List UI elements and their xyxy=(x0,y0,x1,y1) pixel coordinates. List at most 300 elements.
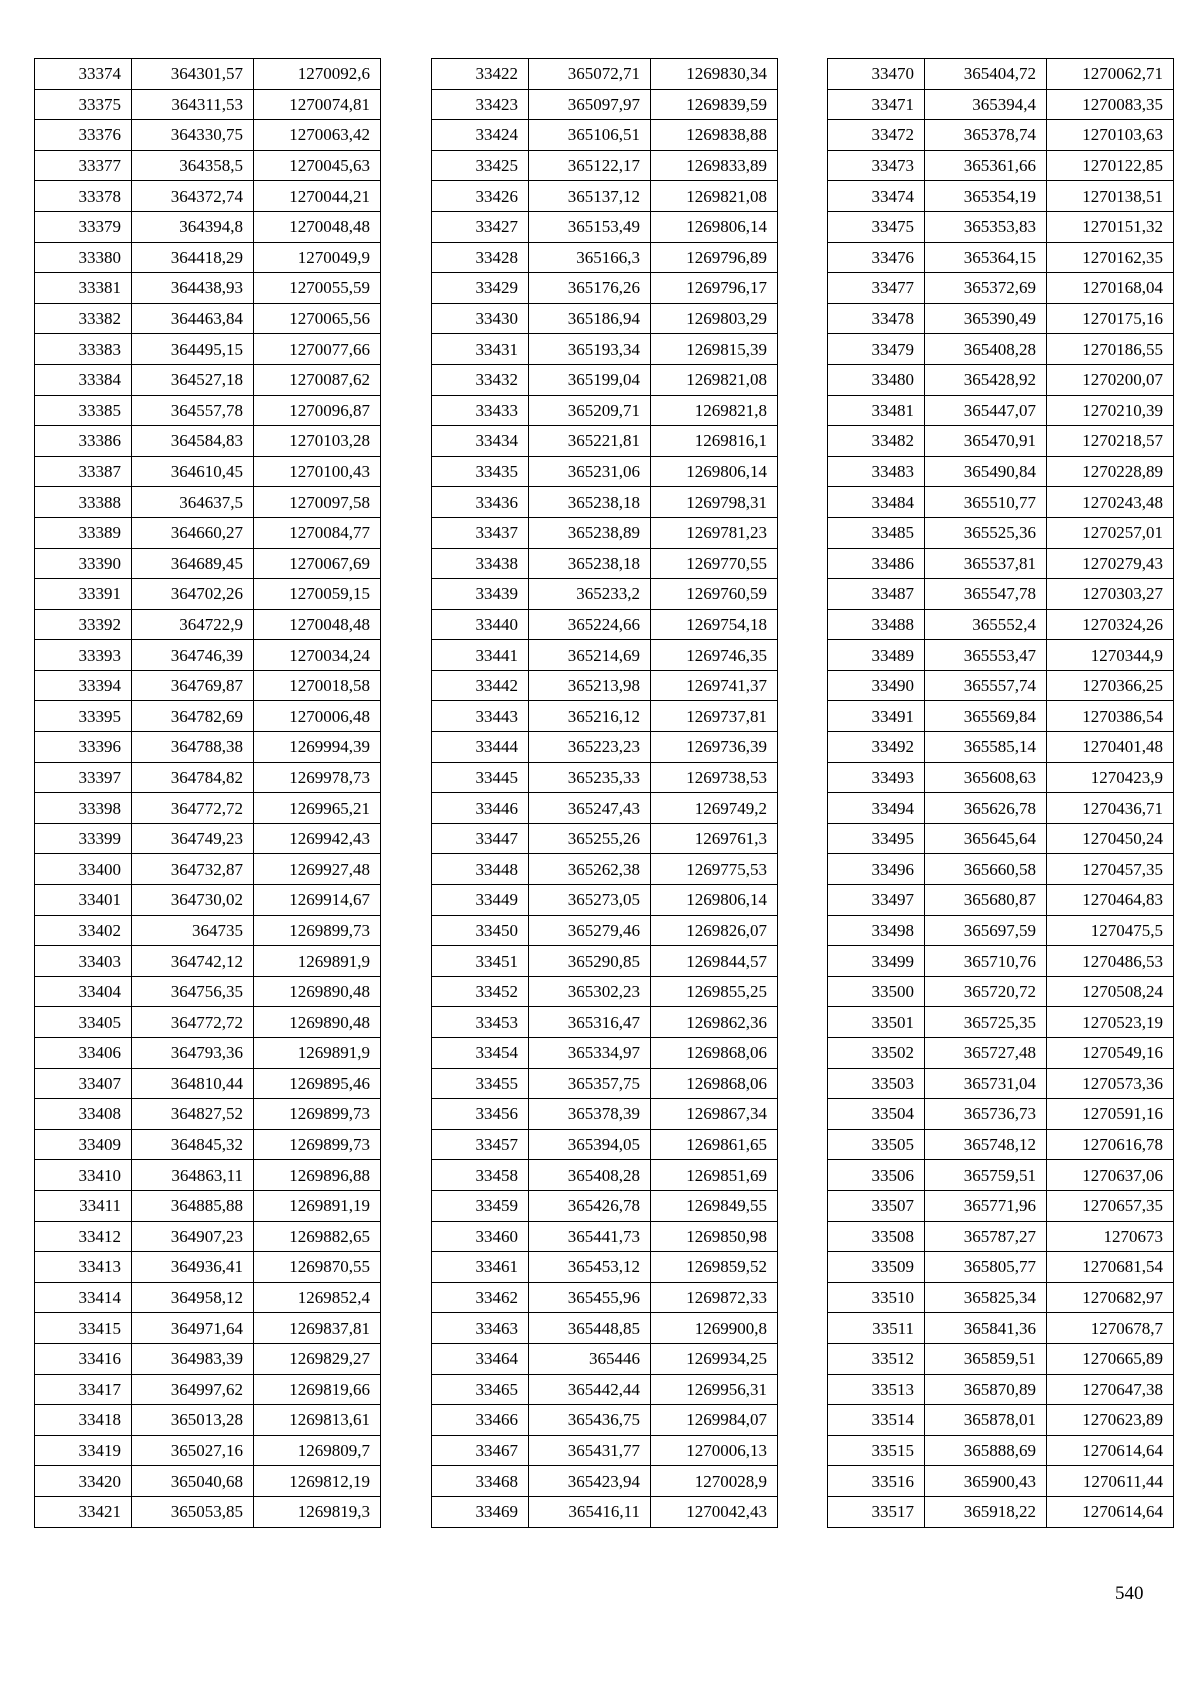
table-row xyxy=(828,1007,1174,1038)
x-coordinate-cell: 365040,68 xyxy=(132,1466,254,1497)
y-coordinate-cell: 1270366,25 xyxy=(1047,670,1174,701)
table-row xyxy=(828,181,1174,212)
table-row xyxy=(35,1282,381,1313)
table-row xyxy=(35,640,381,671)
y-coordinate-cell: 1269862,36 xyxy=(651,1007,778,1038)
point-id-cell: 33414 xyxy=(35,1282,132,1313)
x-coordinate-cell: 365825,34 xyxy=(925,1282,1047,1313)
x-coordinate-cell: 365213,98 xyxy=(529,670,651,701)
point-id-cell: 33392 xyxy=(35,609,132,640)
x-coordinate-cell: 364730,02 xyxy=(132,885,254,916)
point-id-cell: 33493 xyxy=(828,762,925,793)
y-coordinate-cell: 1270614,64 xyxy=(1047,1435,1174,1466)
point-id-cell: 33455 xyxy=(432,1068,529,1099)
y-coordinate-cell: 1269914,67 xyxy=(254,885,381,916)
y-coordinate-cell: 1270006,48 xyxy=(254,701,381,732)
table-row xyxy=(828,1466,1174,1497)
y-coordinate-cell: 1270678,7 xyxy=(1047,1313,1174,1344)
y-coordinate-cell: 1270486,53 xyxy=(1047,946,1174,977)
table-row xyxy=(432,1313,778,1344)
y-coordinate-cell: 1270175,16 xyxy=(1047,303,1174,334)
y-coordinate-cell: 1269891,19 xyxy=(254,1190,381,1221)
x-coordinate-cell: 364788,38 xyxy=(132,732,254,763)
y-coordinate-cell: 1270591,16 xyxy=(1047,1099,1174,1130)
point-id-cell: 33411 xyxy=(35,1190,132,1221)
table-row xyxy=(828,1282,1174,1313)
x-coordinate-cell: 365748,12 xyxy=(925,1129,1047,1160)
y-coordinate-cell: 1270200,07 xyxy=(1047,364,1174,395)
table-row xyxy=(828,1099,1174,1130)
x-coordinate-cell: 365408,28 xyxy=(529,1160,651,1191)
y-coordinate-cell: 1270257,01 xyxy=(1047,517,1174,548)
x-coordinate-cell: 365878,01 xyxy=(925,1405,1047,1436)
table-row xyxy=(432,670,778,701)
x-coordinate-cell: 364372,74 xyxy=(132,181,254,212)
y-coordinate-cell: 1269796,17 xyxy=(651,273,778,304)
y-coordinate-cell: 1269978,73 xyxy=(254,762,381,793)
y-coordinate-cell: 1270138,51 xyxy=(1047,181,1174,212)
x-coordinate-cell: 364735 xyxy=(132,915,254,946)
x-coordinate-cell: 365585,14 xyxy=(925,732,1047,763)
y-coordinate-cell: 1269821,08 xyxy=(651,364,778,395)
y-coordinate-cell: 1269830,34 xyxy=(651,59,778,90)
table-row xyxy=(432,395,778,426)
point-id-cell: 33510 xyxy=(828,1282,925,1313)
table-row xyxy=(828,946,1174,977)
point-id-cell: 33497 xyxy=(828,885,925,916)
table-row xyxy=(828,242,1174,273)
y-coordinate-cell: 1269890,48 xyxy=(254,1007,381,1038)
x-coordinate-cell: 365354,19 xyxy=(925,181,1047,212)
x-coordinate-cell: 365072,71 xyxy=(529,59,651,90)
point-id-cell: 33438 xyxy=(432,548,529,579)
y-coordinate-cell: 1269868,06 xyxy=(651,1038,778,1069)
table-row xyxy=(828,59,1174,90)
y-coordinate-cell: 1270665,89 xyxy=(1047,1343,1174,1374)
x-coordinate-cell: 364418,29 xyxy=(132,242,254,273)
point-id-cell: 33507 xyxy=(828,1190,925,1221)
table-row xyxy=(828,732,1174,763)
x-coordinate-cell: 365290,85 xyxy=(529,946,651,977)
table-row xyxy=(35,334,381,365)
y-coordinate-cell: 1270065,56 xyxy=(254,303,381,334)
x-coordinate-cell: 365736,73 xyxy=(925,1099,1047,1130)
y-coordinate-cell: 1269899,73 xyxy=(254,915,381,946)
x-coordinate-cell: 365841,36 xyxy=(925,1313,1047,1344)
point-id-cell: 33499 xyxy=(828,946,925,977)
x-coordinate-cell: 365660,58 xyxy=(925,854,1047,885)
table-row xyxy=(432,701,778,732)
table-row xyxy=(828,395,1174,426)
table-row xyxy=(35,1068,381,1099)
x-coordinate-cell: 365238,89 xyxy=(529,517,651,548)
table-row xyxy=(828,854,1174,885)
table-row xyxy=(828,1190,1174,1221)
table-row xyxy=(432,640,778,671)
table-row xyxy=(35,579,381,610)
y-coordinate-cell: 1269900,8 xyxy=(651,1313,778,1344)
table-row xyxy=(432,150,778,181)
y-coordinate-cell: 1270006,13 xyxy=(651,1435,778,1466)
point-id-cell: 33452 xyxy=(432,976,529,1007)
y-coordinate-cell: 1270168,04 xyxy=(1047,273,1174,304)
point-id-cell: 33401 xyxy=(35,885,132,916)
x-coordinate-cell: 365223,23 xyxy=(529,732,651,763)
x-coordinate-cell: 365255,26 xyxy=(529,823,651,854)
point-id-cell: 33406 xyxy=(35,1038,132,1069)
point-id-cell: 33404 xyxy=(35,976,132,1007)
y-coordinate-cell: 1269815,39 xyxy=(651,334,778,365)
x-coordinate-cell: 365273,05 xyxy=(529,885,651,916)
x-coordinate-cell: 365447,07 xyxy=(925,395,1047,426)
point-id-cell: 33377 xyxy=(35,150,132,181)
table-row xyxy=(828,1221,1174,1252)
x-coordinate-cell: 364584,83 xyxy=(132,426,254,457)
table-row xyxy=(432,456,778,487)
y-coordinate-cell: 1270450,24 xyxy=(1047,823,1174,854)
table-row xyxy=(828,1343,1174,1374)
y-coordinate-cell: 1269754,18 xyxy=(651,609,778,640)
coordinate-table-body xyxy=(432,59,778,1528)
point-id-cell: 33393 xyxy=(35,640,132,671)
y-coordinate-cell: 1270523,19 xyxy=(1047,1007,1174,1038)
point-id-cell: 33515 xyxy=(828,1435,925,1466)
x-coordinate-cell: 365176,26 xyxy=(529,273,651,304)
point-id-cell: 33442 xyxy=(432,670,529,701)
point-id-cell: 33421 xyxy=(35,1496,132,1527)
x-coordinate-cell: 365334,97 xyxy=(529,1038,651,1069)
point-id-cell: 33472 xyxy=(828,120,925,151)
point-id-cell: 33484 xyxy=(828,487,925,518)
table-row xyxy=(35,1343,381,1374)
point-id-cell: 33431 xyxy=(432,334,529,365)
table-row xyxy=(828,1374,1174,1405)
point-id-cell: 33458 xyxy=(432,1160,529,1191)
table-row xyxy=(432,487,778,518)
point-id-cell: 33430 xyxy=(432,303,529,334)
y-coordinate-cell: 1269821,8 xyxy=(651,395,778,426)
point-id-cell: 33417 xyxy=(35,1374,132,1405)
x-coordinate-cell: 365364,15 xyxy=(925,242,1047,273)
table-row xyxy=(432,823,778,854)
y-coordinate-cell: 1269736,39 xyxy=(651,732,778,763)
y-coordinate-cell: 1270048,48 xyxy=(254,211,381,242)
table-row xyxy=(35,364,381,395)
x-coordinate-cell: 365547,78 xyxy=(925,579,1047,610)
y-coordinate-cell: 1269806,14 xyxy=(651,456,778,487)
x-coordinate-cell: 365231,06 xyxy=(529,456,651,487)
point-id-cell: 33459 xyxy=(432,1190,529,1221)
y-coordinate-cell: 1269861,65 xyxy=(651,1129,778,1160)
y-coordinate-cell: 1270097,58 xyxy=(254,487,381,518)
x-coordinate-cell: 364330,75 xyxy=(132,120,254,151)
x-coordinate-cell: 365262,38 xyxy=(529,854,651,885)
table-row xyxy=(828,1129,1174,1160)
point-id-cell: 33384 xyxy=(35,364,132,395)
point-id-cell: 33492 xyxy=(828,732,925,763)
table-row xyxy=(35,181,381,212)
point-id-cell: 33395 xyxy=(35,701,132,732)
table-row xyxy=(828,273,1174,304)
point-id-cell: 33444 xyxy=(432,732,529,763)
x-coordinate-cell: 364660,27 xyxy=(132,517,254,548)
x-coordinate-cell: 364637,5 xyxy=(132,487,254,518)
x-coordinate-cell: 365428,92 xyxy=(925,364,1047,395)
y-coordinate-cell: 1270464,83 xyxy=(1047,885,1174,916)
x-coordinate-cell: 365027,16 xyxy=(132,1435,254,1466)
y-coordinate-cell: 1269829,27 xyxy=(254,1343,381,1374)
x-coordinate-cell: 364971,64 xyxy=(132,1313,254,1344)
table-row xyxy=(432,976,778,1007)
point-id-cell: 33485 xyxy=(828,517,925,548)
point-id-cell: 33402 xyxy=(35,915,132,946)
y-coordinate-cell: 1269896,88 xyxy=(254,1160,381,1191)
table-row xyxy=(432,1129,778,1160)
y-coordinate-cell: 1269849,55 xyxy=(651,1190,778,1221)
y-coordinate-cell: 1269737,81 xyxy=(651,701,778,732)
coordinate-table-1 xyxy=(34,58,381,1528)
table-row xyxy=(35,854,381,885)
y-coordinate-cell: 1270062,71 xyxy=(1047,59,1174,90)
point-id-cell: 33478 xyxy=(828,303,925,334)
point-id-cell: 33464 xyxy=(432,1343,529,1374)
x-coordinate-cell: 365097,97 xyxy=(529,89,651,120)
point-id-cell: 33469 xyxy=(432,1496,529,1527)
point-id-cell: 33489 xyxy=(828,640,925,671)
y-coordinate-cell: 1270087,62 xyxy=(254,364,381,395)
x-coordinate-cell: 365446 xyxy=(529,1343,651,1374)
x-coordinate-cell: 364749,23 xyxy=(132,823,254,854)
table-row xyxy=(828,303,1174,334)
table-row xyxy=(828,823,1174,854)
y-coordinate-cell: 1270042,43 xyxy=(651,1496,778,1527)
x-coordinate-cell: 365416,11 xyxy=(529,1496,651,1527)
x-coordinate-cell: 365888,69 xyxy=(925,1435,1047,1466)
x-coordinate-cell: 365166,3 xyxy=(529,242,651,273)
y-coordinate-cell: 1269812,19 xyxy=(254,1466,381,1497)
table-row xyxy=(35,1007,381,1038)
table-row xyxy=(828,1496,1174,1527)
y-coordinate-cell: 1270103,28 xyxy=(254,426,381,457)
table-row xyxy=(35,946,381,977)
point-id-cell: 33446 xyxy=(432,793,529,824)
table-row xyxy=(432,885,778,916)
point-id-cell: 33487 xyxy=(828,579,925,610)
point-id-cell: 33475 xyxy=(828,211,925,242)
table-row xyxy=(432,1496,778,1527)
y-coordinate-cell: 1269891,9 xyxy=(254,946,381,977)
x-coordinate-cell: 364527,18 xyxy=(132,364,254,395)
x-coordinate-cell: 364983,39 xyxy=(132,1343,254,1374)
y-coordinate-cell: 1270092,6 xyxy=(254,59,381,90)
x-coordinate-cell: 364756,35 xyxy=(132,976,254,1007)
point-id-cell: 33494 xyxy=(828,793,925,824)
point-id-cell: 33419 xyxy=(35,1435,132,1466)
table-row xyxy=(35,885,381,916)
x-coordinate-cell: 365224,66 xyxy=(529,609,651,640)
y-coordinate-cell: 1270074,81 xyxy=(254,89,381,120)
x-coordinate-cell: 364793,36 xyxy=(132,1038,254,1069)
y-coordinate-cell: 1269826,07 xyxy=(651,915,778,946)
x-coordinate-cell: 365013,28 xyxy=(132,1405,254,1436)
y-coordinate-cell: 1270059,15 xyxy=(254,579,381,610)
y-coordinate-cell: 1269984,07 xyxy=(651,1405,778,1436)
point-id-cell: 33471 xyxy=(828,89,925,120)
point-id-cell: 33491 xyxy=(828,701,925,732)
table-row xyxy=(828,89,1174,120)
point-id-cell: 33448 xyxy=(432,854,529,885)
y-coordinate-cell: 1270386,54 xyxy=(1047,701,1174,732)
y-coordinate-cell: 1270647,38 xyxy=(1047,1374,1174,1405)
y-coordinate-cell: 1269934,25 xyxy=(651,1343,778,1374)
table-row xyxy=(35,426,381,457)
y-coordinate-cell: 1270044,21 xyxy=(254,181,381,212)
table-row xyxy=(35,1099,381,1130)
table-row xyxy=(35,1252,381,1283)
table-row xyxy=(35,303,381,334)
x-coordinate-cell: 364301,57 xyxy=(132,59,254,90)
table-row xyxy=(432,303,778,334)
y-coordinate-cell: 1269775,53 xyxy=(651,854,778,885)
table-row xyxy=(35,1466,381,1497)
x-coordinate-cell: 364702,26 xyxy=(132,579,254,610)
x-coordinate-cell: 365214,69 xyxy=(529,640,651,671)
y-coordinate-cell: 1269761,3 xyxy=(651,823,778,854)
table-row xyxy=(35,120,381,151)
x-coordinate-cell: 364394,8 xyxy=(132,211,254,242)
point-id-cell: 33376 xyxy=(35,120,132,151)
x-coordinate-cell: 365122,17 xyxy=(529,150,651,181)
y-coordinate-cell: 1269816,1 xyxy=(651,426,778,457)
y-coordinate-cell: 1269806,14 xyxy=(651,211,778,242)
y-coordinate-cell: 1270243,48 xyxy=(1047,487,1174,518)
point-id-cell: 33467 xyxy=(432,1435,529,1466)
x-coordinate-cell: 365442,44 xyxy=(529,1374,651,1405)
y-coordinate-cell: 1269770,55 xyxy=(651,548,778,579)
point-id-cell: 33425 xyxy=(432,150,529,181)
table-row xyxy=(35,762,381,793)
y-coordinate-cell: 1270508,24 xyxy=(1047,976,1174,1007)
table-row xyxy=(432,1252,778,1283)
x-coordinate-cell: 365235,33 xyxy=(529,762,651,793)
x-coordinate-cell: 365448,85 xyxy=(529,1313,651,1344)
y-coordinate-cell: 1270228,89 xyxy=(1047,456,1174,487)
point-id-cell: 33498 xyxy=(828,915,925,946)
y-coordinate-cell: 1270657,35 xyxy=(1047,1190,1174,1221)
point-id-cell: 33470 xyxy=(828,59,925,90)
point-id-cell: 33386 xyxy=(35,426,132,457)
point-id-cell: 33396 xyxy=(35,732,132,763)
table-row xyxy=(35,793,381,824)
point-id-cell: 33382 xyxy=(35,303,132,334)
x-coordinate-cell: 365870,89 xyxy=(925,1374,1047,1405)
table-row xyxy=(828,762,1174,793)
x-coordinate-cell: 364722,9 xyxy=(132,609,254,640)
y-coordinate-cell: 1270549,16 xyxy=(1047,1038,1174,1069)
point-id-cell: 33433 xyxy=(432,395,529,426)
point-id-cell: 33460 xyxy=(432,1221,529,1252)
y-coordinate-cell: 1270186,55 xyxy=(1047,334,1174,365)
y-coordinate-cell: 1270067,69 xyxy=(254,548,381,579)
x-coordinate-cell: 365720,72 xyxy=(925,976,1047,1007)
point-id-cell: 33505 xyxy=(828,1129,925,1160)
x-coordinate-cell: 364557,78 xyxy=(132,395,254,426)
x-coordinate-cell: 365221,81 xyxy=(529,426,651,457)
point-id-cell: 33426 xyxy=(432,181,529,212)
point-id-cell: 33394 xyxy=(35,670,132,701)
point-id-cell: 33416 xyxy=(35,1343,132,1374)
x-coordinate-cell: 365408,28 xyxy=(925,334,1047,365)
x-coordinate-cell: 365053,85 xyxy=(132,1496,254,1527)
x-coordinate-cell: 365361,66 xyxy=(925,150,1047,181)
x-coordinate-cell: 365608,63 xyxy=(925,762,1047,793)
table-row xyxy=(432,364,778,395)
point-id-cell: 33490 xyxy=(828,670,925,701)
table-row xyxy=(432,426,778,457)
point-id-cell: 33403 xyxy=(35,946,132,977)
table-row xyxy=(35,701,381,732)
x-coordinate-cell: 365470,91 xyxy=(925,426,1047,457)
point-id-cell: 33410 xyxy=(35,1160,132,1191)
x-coordinate-cell: 365390,49 xyxy=(925,303,1047,334)
x-coordinate-cell: 365216,12 xyxy=(529,701,651,732)
y-coordinate-cell: 1270063,42 xyxy=(254,120,381,151)
x-coordinate-cell: 364772,72 xyxy=(132,793,254,824)
y-coordinate-cell: 1269994,39 xyxy=(254,732,381,763)
y-coordinate-cell: 1269838,88 xyxy=(651,120,778,151)
point-id-cell: 33466 xyxy=(432,1405,529,1436)
table-row xyxy=(828,150,1174,181)
point-id-cell: 33504 xyxy=(828,1099,925,1130)
x-coordinate-cell: 364610,45 xyxy=(132,456,254,487)
point-id-cell: 33468 xyxy=(432,1466,529,1497)
point-id-cell: 33380 xyxy=(35,242,132,273)
table-row xyxy=(828,517,1174,548)
point-id-cell: 33502 xyxy=(828,1038,925,1069)
point-id-cell: 33423 xyxy=(432,89,529,120)
y-coordinate-cell: 1270611,44 xyxy=(1047,1466,1174,1497)
point-id-cell: 33391 xyxy=(35,579,132,610)
point-id-cell: 33480 xyxy=(828,364,925,395)
table-row xyxy=(432,211,778,242)
table-row xyxy=(828,426,1174,457)
point-id-cell: 33427 xyxy=(432,211,529,242)
y-coordinate-cell: 1270018,58 xyxy=(254,670,381,701)
x-coordinate-cell: 365441,73 xyxy=(529,1221,651,1252)
table-row xyxy=(35,1435,381,1466)
table-row xyxy=(432,1282,778,1313)
point-id-cell: 33473 xyxy=(828,150,925,181)
x-coordinate-cell: 364769,87 xyxy=(132,670,254,701)
table-row xyxy=(828,701,1174,732)
y-coordinate-cell: 1269806,14 xyxy=(651,885,778,916)
y-coordinate-cell: 1269796,89 xyxy=(651,242,778,273)
point-id-cell: 33454 xyxy=(432,1038,529,1069)
x-coordinate-cell: 364845,32 xyxy=(132,1129,254,1160)
table-row xyxy=(35,150,381,181)
x-coordinate-cell: 365316,47 xyxy=(529,1007,651,1038)
point-id-cell: 33451 xyxy=(432,946,529,977)
y-coordinate-cell: 1269821,08 xyxy=(651,181,778,212)
x-coordinate-cell: 365394,05 xyxy=(529,1129,651,1160)
point-id-cell: 33375 xyxy=(35,89,132,120)
y-coordinate-cell: 1270045,63 xyxy=(254,150,381,181)
table-row xyxy=(35,395,381,426)
y-coordinate-cell: 1269942,43 xyxy=(254,823,381,854)
table-row xyxy=(432,181,778,212)
y-coordinate-cell: 1270048,48 xyxy=(254,609,381,640)
y-coordinate-cell: 1270083,35 xyxy=(1047,89,1174,120)
